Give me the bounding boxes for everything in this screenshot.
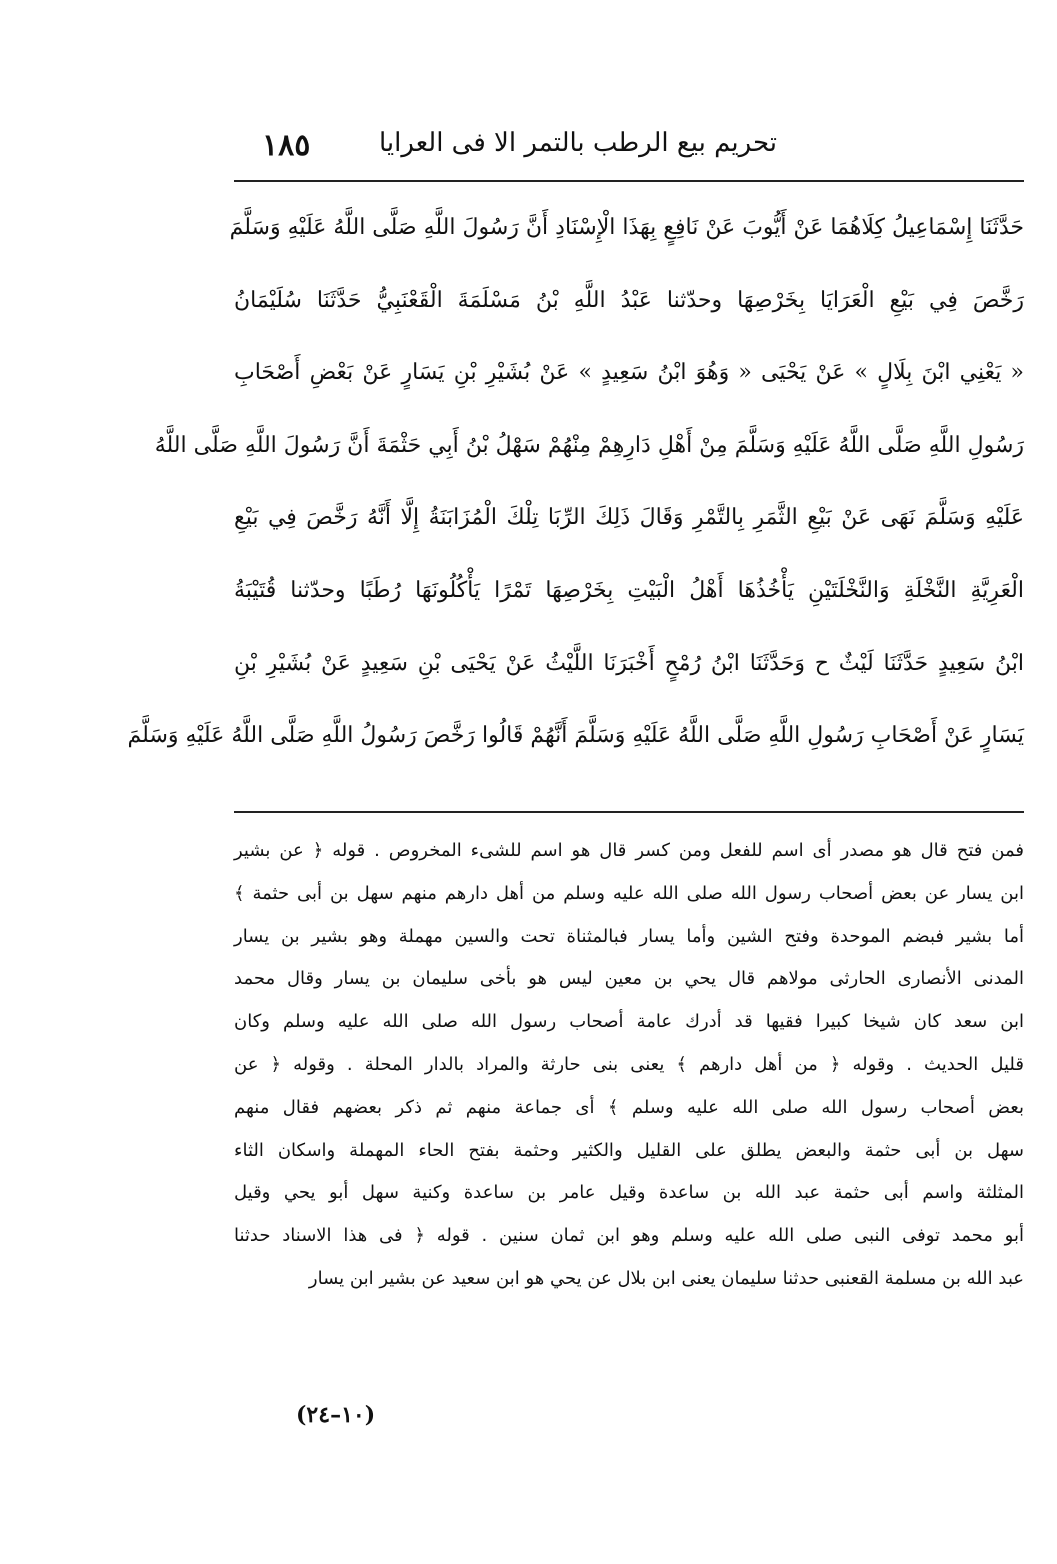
- commentary-line: المثلثة واسم أبى حثمة عبد الله بن ساعدة وقيل عامر بن ساعدة وكنية سهل أبو يحي وقيل: [234, 1182, 1024, 1204]
- hadith-line: « يَعْنِي ابْنَ بِلَالٍ » عَنْ يَحْيَى « وَهُوَ ابْنُ سَعِيدٍ » عَنْ بُشَيْرِ بْنِ يَسَارٍ عَنْ بَعْضِ أَصْحَابِ: [234, 360, 1024, 386]
- hadith-text: [127, 192, 1024, 773]
- commentary-line: أما بشير فبضم الموحدة وفتح الشين وأما يسار فبالمثناة تحت والسين مهملة وهو بشير بن يسار: [234, 925, 1024, 947]
- commentary-line: ابن سعد كان شيخا كبيرا فقيها قد أدرك عامة أصحاب رسول الله صلى الله عليه وسلم وكان: [234, 1011, 1024, 1033]
- commentary-text: [234, 830, 1024, 1301]
- hadith-line: الْعَرِيَّةِ النَّخْلَةِ وَالنَّخْلَتَيْنِ يَأْخُذُهَا أَهْلُ الْبَيْتِ بِخَرْصِهَا تَمْرًا يَأْكُلُونَهَا رُطَبًا وحدّثنا قُتَيْبَةُ: [234, 577, 1024, 603]
- page-header: [240, 128, 1040, 172]
- print-signature: (١٠–٢٤): [296, 1402, 376, 1428]
- running-title: تحريم بيع الرطب بالتمر الا فى العرايا: [379, 128, 777, 158]
- commentary-line: أبو محمد توفى النبى صلى الله عليه وسلم وهو ابن ثمان سنين . قوله ﴿ فى هذا الاسناد حدثنا: [234, 1225, 1024, 1247]
- hadith-line: حَدَّثَنَا إِسْمَاعِيلُ كِلَاهُمَا عَنْ أَيُّوبَ عَنْ نَافِعٍ بِهَذَا الْإِسْنَادِ أَنَّ رَسُولَ اللَّهِ صَلَّى اللَّهُ عَلَيْهِ وَسَلَّمَ: [229, 215, 1024, 240]
- commentary-line: قليل الحديث . وقوله ﴿ من أهل دارهم ﴾ يعنى بنى حارثة والمراد بالدار المحلة . وقوله ﴿ عن: [234, 1053, 1024, 1075]
- header-rule: [234, 180, 1024, 182]
- page-number: ١٨٥: [262, 128, 311, 163]
- hadith-line: رَسُولِ اللَّهِ صَلَّى اللَّهُ عَلَيْهِ وَسَلَّمَ مِنْ أَهْلِ دَارِهِمْ مِنْهُمْ سَهْلُ بْنُ أَبِي حَثْمَةَ أَنَّ رَسُولَ اللَّهِ صَلَّى اللَّهُ: [154, 432, 1024, 458]
- commentary-line: فمن فتح قال هو مصدر أى اسم للفعل ومن كسر قال هو اسم للشىء المخروص . قوله ﴿ عن بشير: [234, 840, 1024, 861]
- hadith-line: ابْنُ سَعِيدٍ حَدَّثَنَا لَيْثٌ ح وَحَدَّثَنَا ابْنُ رُمْحٍ أَخْبَرَنَا اللَّيْثُ عَنْ يَحْيَى بْنِ سَعِيدٍ عَنْ بُشَيْرِ بْنِ: [234, 650, 1024, 676]
- commentary-line: عبد الله بن مسلمة القعنبى حدثنا سليمان يعنى ابن بلال عن يحي هو ابن سعيد عن بشير ابن يسار: [308, 1267, 1024, 1289]
- commentary-line: بعض أصحاب رسول الله صلى الله عليه وسلم ﴾ أى جماعة منهم ثم ذكر بعضهم فقال منهم: [234, 1096, 1024, 1118]
- commentary-line: سهل بن أبى حثمة والبعض يطلق على القليل والكثير وحثمة بفتح الحاء المهملة واسكان الثاء: [234, 1139, 1024, 1161]
- commentary-divider: [234, 811, 1024, 813]
- commentary-line: ابن يسار عن بعض أصحاب رسول الله صلى الله عليه وسلم من أهل دارهم منهم سهل بن أبى حثمة ﴾: [234, 882, 1024, 904]
- commentary-line: المدنى الأنصارى الحارثى مولاهم قال يحي بن معين ليس هو بأخى سليمان بن يسار وقال محمد: [234, 968, 1024, 990]
- hadith-line: عَلَيْهِ وَسَلَّمَ نَهَى عَنْ بَيْعِ الثَّمَرِ بِالتَّمْرِ وَقَالَ ذَلِكَ الرِّبَا تِلْكَ الْمُزَابَنَةُ إِلَّا أَنَّهُ رَخَّصَ فِي بَيْعِ: [234, 505, 1024, 531]
- hadith-line: يَسَارٍ عَنْ أَصْحَابِ رَسُولِ اللَّهِ صَلَّى اللَّهُ عَلَيْهِ وَسَلَّمَ أَنَّهُمْ قَالُوا رَخَّصَ رَسُولُ اللَّهِ صَلَّى اللَّهُ عَلَيْهِ وَسَلَّمَ: [127, 723, 1024, 749]
- hadith-line: رَخَّصَ فِي بَيْعِ الْعَرَايَا بِخَرْصِهَا وحدّثنا عَبْدُ اللَّهِ بْنُ مَسْلَمَةَ الْقَعْنَبِيُّ حَدَّثَنَا سُلَيْمَانُ: [234, 287, 1024, 313]
